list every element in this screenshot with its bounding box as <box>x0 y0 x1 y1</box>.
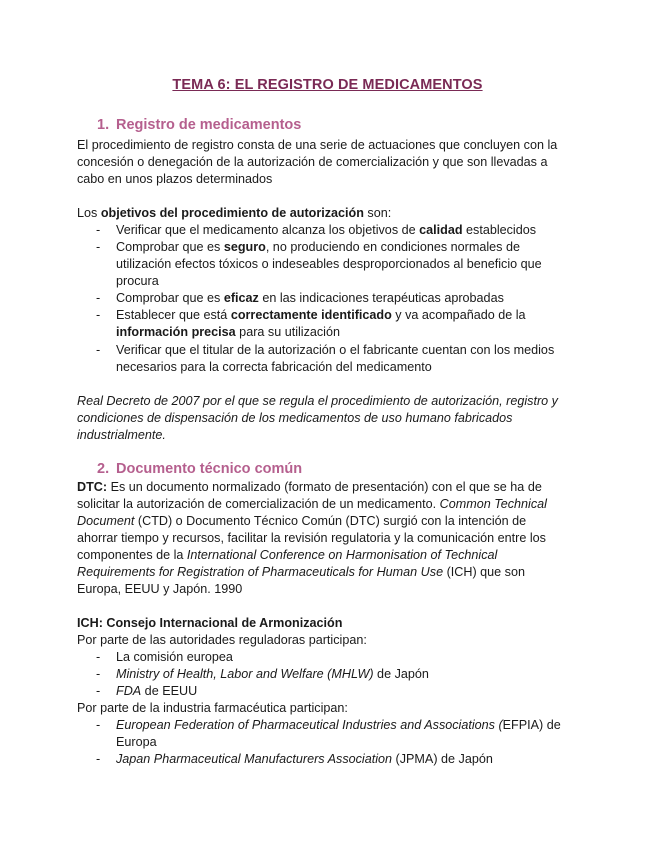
decree-line: condiciones de dispensación de los medicamentos de uso humano fabricados <box>77 411 513 425</box>
section-title: Documento técnico común <box>116 461 303 477</box>
section-1-heading <box>97 117 301 133</box>
section-title: Registro de medicamentos <box>116 117 302 133</box>
authorities-intro: Por parte de las autoridades reguladoras participan: <box>77 633 367 647</box>
paragraph-line: Requirements for Registration of Pharmaceuticals for Human Use (ICH) que son <box>77 565 525 579</box>
paragraph-line: ahorrar tiempo y recursos, facilitar la revisión regulatoria y la comunicación entre los <box>77 531 546 545</box>
section-number: 1. <box>97 117 110 133</box>
paragraph-line: concesión o denegación de la autorización de comercialización y que son llevadas a <box>77 155 548 169</box>
industry-intro: Por parte de la industria farmacéutica participan: <box>77 701 348 715</box>
paragraph-line: cabo en unos plazos determinados <box>77 172 273 186</box>
paragraph-line: El procedimiento de registro consta de una serie de actuaciones que concluyen con la <box>77 138 558 152</box>
section-2-heading <box>97 461 302 477</box>
paragraph-line: Document (CTD) o Documento Técnico Común (DTC) surgió con la intención de <box>77 514 527 528</box>
decree-line: Real Decreto de 2007 por el que se regula el procedimiento de autorización, registro y <box>77 394 558 408</box>
objectives-intro: Los objetivos del procedimiento de autorización son: <box>77 206 392 220</box>
page-title: TEMA 6: EL REGISTRO DE MEDICAMENTOS <box>172 77 483 93</box>
paragraph-line: Europa, EEUU y Japón. 1990 <box>77 582 243 596</box>
paragraph-line: DTC: Es un documento normalizado (formato de presentación) con el que se ha de <box>77 480 542 494</box>
paragraph-line: componentes de la International Conference on Harmonisation of Technical <box>77 548 498 562</box>
paragraph-line: solicitar la autorización de comercialización de un medicamento. Common Technical <box>77 497 547 511</box>
ich-heading: ICH: Consejo Internacional de Armonización <box>77 616 343 630</box>
section-number: 2. <box>97 461 110 477</box>
decree-line: industrialmente. <box>77 428 166 442</box>
document-page: TEMA 6: EL REGISTRO DE MEDICAMENTOS 1. Registro de medicamentos El procedimiento de registro consta de una serie de actuaciones que concluyen con la concesión o denegación de la autorización de comercialización y que son llevadas a cabo en unos plazos determinados Los objetivos del procedimiento de autorización son: - Verificar que el medicamento alcanza los objetivos de calidad establecidos - Comprobar que es seguro, no produciendo en condiciones normales de utilización efectos tóxicos o indeseables desproporcionados al beneficio que procura - Comprobar que es eficaz en las indicaciones terapéuticas aprobadas - Establecer que está correctamente identificado y va acompañado de la información precisa para su utilización - Verificar que el titular de la autorización o el fabricante cuentan con los medios necesarios para la correcta fabricación del medicamento Real Decreto de 2007 por el que se regula el procedimiento de autorización, registro y condiciones de dispensación de los medicamentos de uso humano fabricados industrialmente. 2. Documento técnico común DTC: Es un documento normalizado (formato de presentación) con el que se ha de solicitar la autorización de comercialización de un medicamento. Common Technical Document (CTD) o Documento Técnico Común (DTC) surgió con la intención de ahorrar tiempo y recursos, facilitar la revisión regulatoria y la comunicación entre los componentes de la International Conference on Harmonisation of Technical Requirements for Registration of Pharmaceuticals for Human Use (ICH) que son Europa, EEUU y Japón. 1990 ICH: Consejo Internacional de Armonización Por parte de las autoridades reguladoras participan: - La comisión europea - Ministry of Health, Labor and Welfare (MHLW) de Japón - FDA de EEUU Por parte de la industria farmacéutica participan: - European Federation of Pharmaceutical Industries and Associations (EFPIA) de Europa - Japan Pharmaceutical Manufacturers Association (JPMA) de Japón <box>0 0 655 848</box>
